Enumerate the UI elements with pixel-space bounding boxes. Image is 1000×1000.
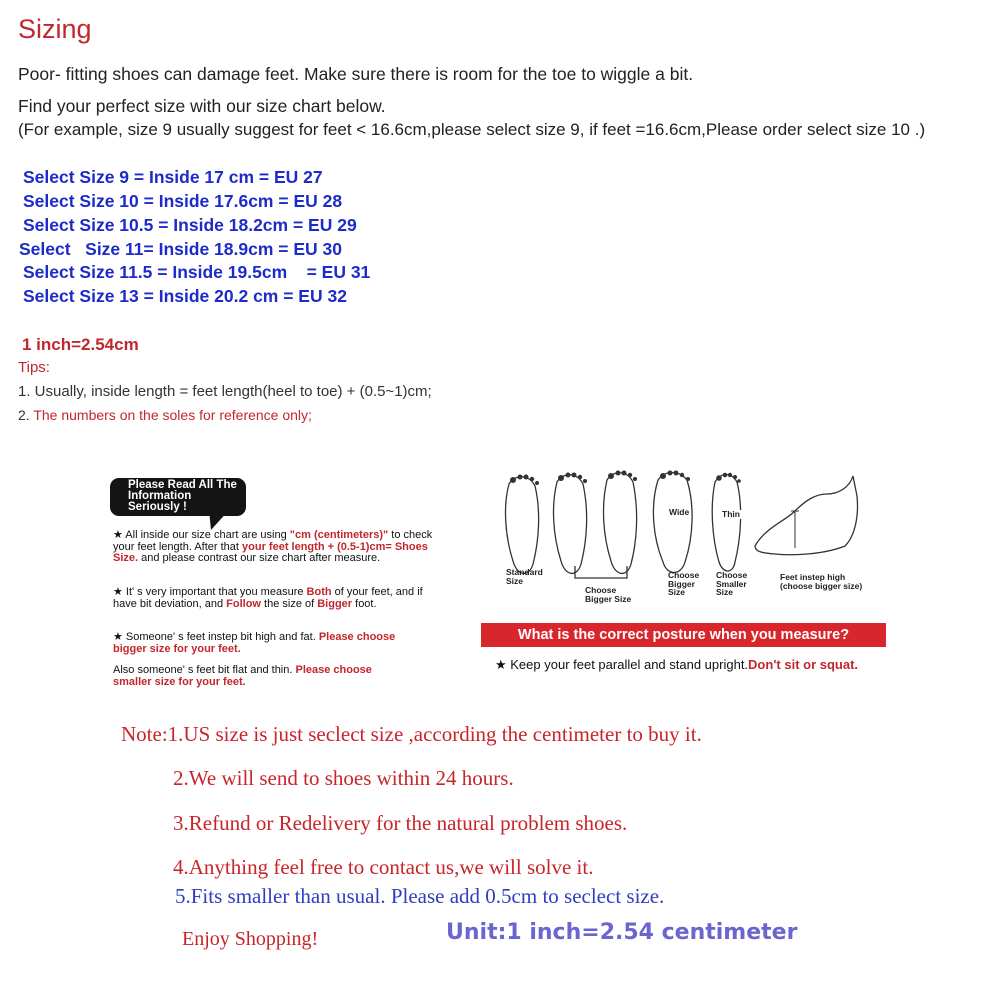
tips-label: Tips: [18, 359, 50, 376]
tip-1: 1. Usually, inside length = feet length(heel to toe) + (0.5~1)cm; [18, 383, 432, 400]
instep-caption: Feet instep high (choose bigger size) [780, 572, 863, 591]
intro-line-2: Find your perfect size with our size chart below. [18, 96, 386, 116]
page-title: Sizing [18, 14, 92, 44]
note-2: 2.We will send to shoes within 24 hours. [173, 766, 514, 790]
thin-foot-outline [712, 475, 740, 572]
info-paragraph-4: Also someone' s feet bit flat and thin. Please choose smaller size for your feet. [113, 664, 372, 688]
note-3: 3.Refund or Redelivery for the natural problem shoes. [173, 811, 628, 835]
intro-line-3: (For example, size 9 usually suggest for feet < 16.6cm,please select size 9, if feet =16.6cm,Please order select size 10 .) [18, 120, 926, 139]
bigger-foot-outline-1 [554, 475, 587, 574]
size-row-10-5: Select Size 10.5 = Inside 18.2cm = EU 29 [23, 215, 357, 235]
note-5: 5.Fits smaller than usual. Please add 0.5cm to seclect size. [175, 884, 665, 908]
size-row-9: Select Size 9 = Inside 17 cm = EU 27 [23, 167, 323, 187]
size-row-10: Select Size 10 = Inside 17.6cm = EU 28 [23, 191, 343, 211]
bigger-foot-outline-2 [604, 473, 637, 574]
read-all-text: Please Read All The Information Seriously ! [128, 479, 237, 513]
wide-label: Wide [669, 507, 690, 517]
tip-2-text: The numbers on the soles for reference only; [33, 407, 312, 423]
choose-bigger-caption: Choose Bigger Size [668, 570, 700, 597]
wide-foot-outline [653, 473, 692, 573]
note-4: 4.Anything feel free to contact us,we will solve it. [173, 855, 594, 879]
size-row-13: Select Size 13 = Inside 20.2 cm = EU 32 [23, 286, 347, 306]
unit-conversion: Unit:1 inch=2.54 centimeter [446, 920, 798, 945]
info-paragraph-2: ★ It' s very important that you measure Both of your feet, and if have bit deviation, and Follow the size of Bigger foot. [113, 586, 423, 610]
bigger-size-caption: Choose Bigger Size [585, 585, 632, 604]
thin-label: Thin [722, 509, 740, 519]
instep-foot-outline [755, 476, 858, 555]
enjoy-shopping: Enjoy Shopping! [182, 928, 319, 950]
tip-2 [18, 407, 312, 423]
posture-instruction: ★ Keep your feet parallel and stand upright.Don't sit or squat. [495, 657, 859, 672]
size-row-11-5: Select Size 11.5 = Inside 19.5cm = EU 31 [23, 262, 371, 282]
standard-size-caption: Standard Size [506, 567, 543, 586]
note-1: Note:1.US size is just seclect size ,according the centimeter to buy it. [121, 722, 702, 746]
size-row-11: Select Size 11= Inside 18.9cm = EU 30 [19, 239, 342, 259]
inch-conversion: 1 inch=2.54cm [22, 335, 139, 354]
choose-smaller-caption: Choose Smaller Size [716, 570, 748, 597]
info-paragraph-3: ★ Someone' s feet instep bit high and fat. Please choose bigger size for your feet. [113, 631, 396, 655]
bigger-size-bracket [575, 566, 627, 578]
info-paragraph-1: ★ All inside our size chart are using "cm (centimeters)" to check your feet length. After that your feet length + (0.5-1)cm= Shoes Size. and please contrast our size chart after measure. [113, 529, 433, 564]
tip-2-number: 2. [18, 407, 30, 423]
intro-line-1: Poor- fitting shoes can damage feet. Make sure there is room for the toe to wiggle a bit. [18, 64, 694, 84]
standard-foot-outline [506, 477, 539, 574]
posture-banner: What is the correct posture when you measure? [481, 623, 886, 647]
